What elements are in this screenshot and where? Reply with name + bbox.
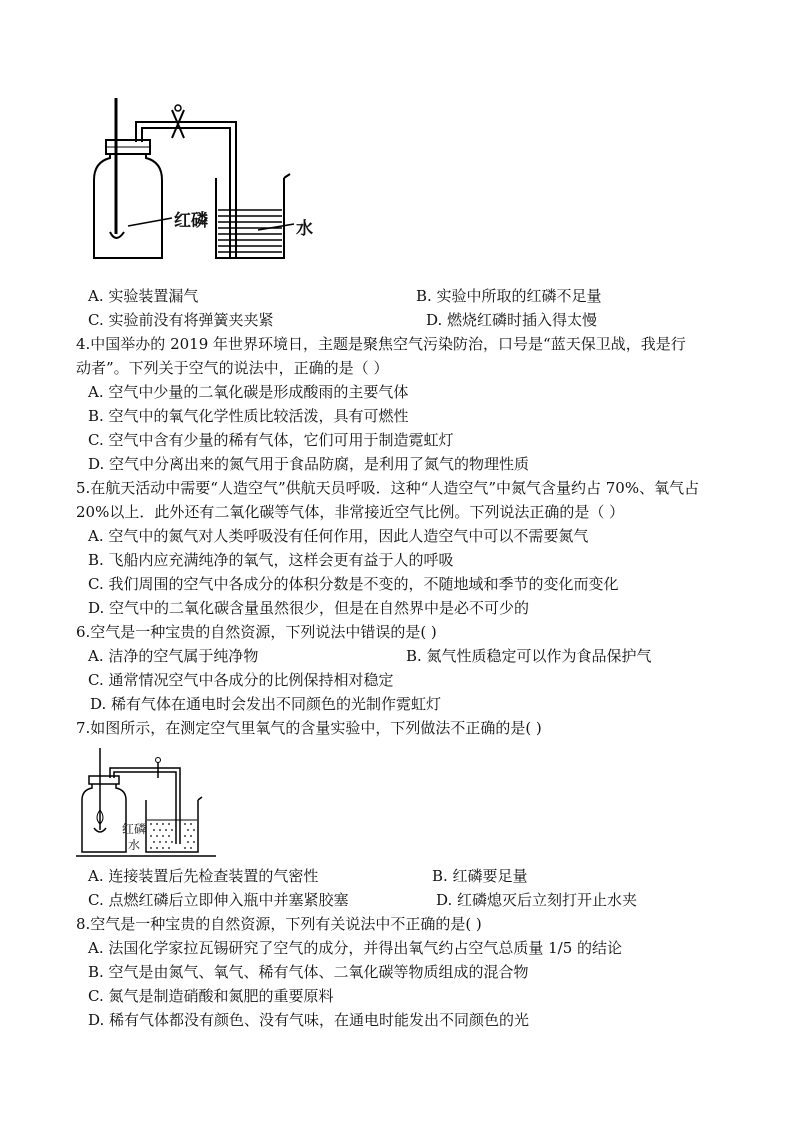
q3-phosphorus-label: 红磷 xyxy=(174,211,208,231)
q3-option-a: A. 实验装置漏气 xyxy=(88,287,199,305)
q6-option-c: C. 通常情况空气中各成分的比例保持相对稳定 xyxy=(88,671,394,689)
q4-option-d: D. 空气中分离出来的氮气用于食品防腐，是利用了氮气的物理性质 xyxy=(88,455,530,473)
q7-stem: 7.如图所示，在测定空气里氧气的含量实验中，下列做法不正确的是( ) xyxy=(76,719,542,737)
q7-option-a: A. 连接装置后先检查装置的气密性 xyxy=(88,867,319,885)
q7-option-d: D. 红磷熄灭后立刻打开止水夹 xyxy=(436,891,638,909)
q3-option-b: B. 实验中所取的红磷不足量 xyxy=(416,287,602,305)
q4-option-b: B. 空气中的氧气化学性质比较活泼，具有可燃性 xyxy=(88,407,409,425)
q5-option-d: D. 空气中的二氧化碳含量虽然很少，但是在自然界中是必不可少的 xyxy=(88,599,530,617)
q7-option-c: C. 点燃红磷后立即伸入瓶中并塞紧胶塞 xyxy=(88,891,349,909)
q3-water-label: 水 xyxy=(296,219,313,239)
q8-option-c: C. 氮气是制造硝酸和氮肥的重要原料 xyxy=(88,987,334,1005)
q5-option-c: C. 我们周围的空气中各成分的体积分数是不变的，不随地域和季节的变化而变化 xyxy=(88,575,619,593)
q8-option-a: A. 法国化学家拉瓦锡研究了空气的成分，并得出氧气约占空气总质量 1/5 的结论 xyxy=(88,939,623,957)
q4-option-c: C. 空气中含有少量的稀有气体，它们可用于制造霓虹灯 xyxy=(88,431,454,449)
q3-option-d: D. 燃烧红磷时插入得太慢 xyxy=(426,311,598,329)
q5-option-a: A. 空气中的氮气对人类呼吸没有任何作用，因此人造空气中可以不需要氮气 xyxy=(88,527,589,545)
q4-stem-line1: 4.中国举办的 2019 年世界环境日，主题是聚焦空气污染防治，口号是“蓝天保卫战，我是行 xyxy=(76,335,686,353)
q7-phosphorus-label: 红磷 xyxy=(122,822,147,836)
q6-stem: 6.空气是一种宝贵的自然资源，下列说法中错误的是( ) xyxy=(76,623,437,641)
q5-stem-line2: 20%以上．此外还有二氧化碳等气体，非常接近空气比例。下列说法正确的是（ ） xyxy=(76,503,625,521)
q3-apparatus-figure xyxy=(88,98,328,268)
q5-stem-line1: 5.在航天活动中需要“人造空气”供航天员呼吸．这种“人造空气”中氮气含量约占 70%、氧气占 xyxy=(76,479,700,497)
q4-stem-line2: 动者”。下列关于空气的说法中，正确的是（ ） xyxy=(76,359,389,377)
q7-water-label: 水 xyxy=(128,838,141,852)
q7-option-b: B. 红磷要足量 xyxy=(432,867,528,885)
q8-option-d: D. 稀有气体都没有颜色、没有气味，在通电时能发出不同颜色的光 xyxy=(88,1011,530,1029)
q7-apparatus-figure xyxy=(76,744,216,860)
q6-option-d: D. 稀有气体在通电时会发出不同颜色的光制作霓虹灯 xyxy=(90,695,442,713)
q8-stem: 8.空气是一种宝贵的自然资源，下列有关说法中不正确的是( ) xyxy=(76,915,482,933)
q4-option-a: A. 空气中少量的二氧化碳是形成酸雨的主要气体 xyxy=(88,383,409,401)
q5-option-b: B. 飞船内应充满纯净的氧气，这样会更有益于人的呼吸 xyxy=(88,551,454,569)
q8-option-b: B. 空气是由氮气、氧气、稀有气体、二氧化碳等物质组成的混合物 xyxy=(88,963,529,981)
q6-option-b: B. 氮气性质稳定可以作为食品保护气 xyxy=(406,647,652,665)
q3-option-c: C. 实验前没有将弹簧夹夹紧 xyxy=(88,311,274,329)
q6-option-a: A. 洁净的空气属于纯净物 xyxy=(88,647,259,665)
